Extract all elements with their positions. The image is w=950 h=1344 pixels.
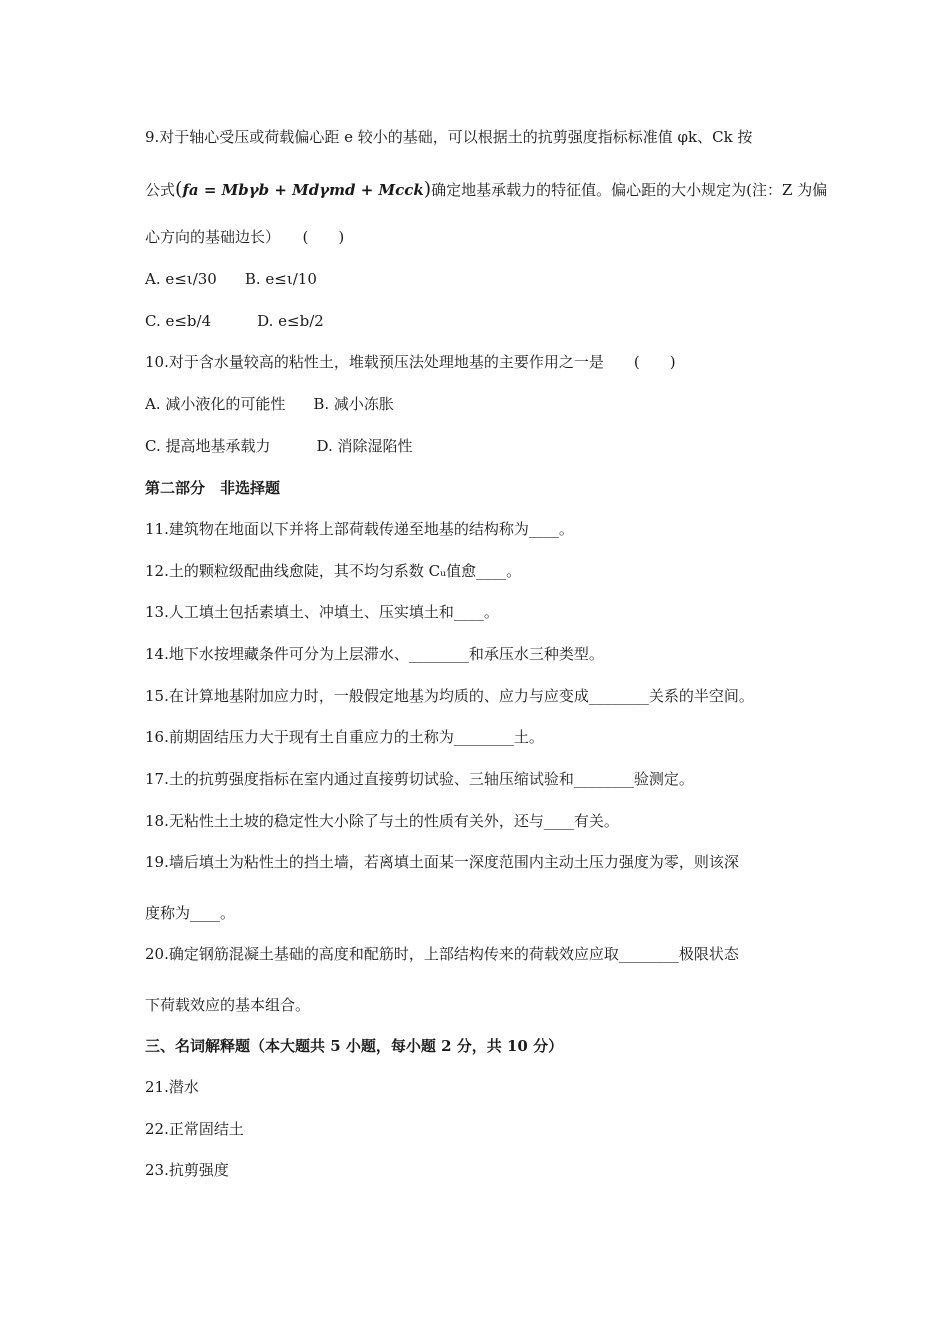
q9-option-d: D. e≤b/2: [257, 312, 324, 330]
q9-line-1: 9.对于轴心受压或荷载偏心距 e 较小的基础，可以根据土的抗剪强度指标标准值 φk、Ck 按: [145, 128, 753, 146]
term-23: 23.抗剪强度: [145, 1161, 229, 1179]
question-16: 16.前期固结压力大于现有土自重应力的土称为________土。: [145, 728, 544, 746]
term-21: 21.潜水: [145, 1078, 199, 1096]
q9-line-2-suffix: 确定地基承载力的特征值。偏心距的大小规定为(注：Z 为偏: [431, 181, 828, 199]
q9-option-c: C. e≤b/4: [145, 312, 212, 330]
term-22: 22.正常固结土: [145, 1120, 244, 1138]
question-11: 11.建筑物在地面以下并将上部荷载传递至地基的结构称为____。: [145, 520, 574, 538]
q10-stem: 10.对于含水量较高的粘性土，堆载预压法处理地基的主要作用之一是 ( ): [145, 353, 676, 371]
question-18: 18.无粘性土土坡的稳定性大小除了与土的性质有关外，还与____有关。: [145, 812, 619, 830]
formula-close-paren: ): [423, 178, 432, 200]
q9-line-2: [145, 178, 828, 200]
q10-option-b: B. 减小冻胀: [313, 395, 394, 413]
question-19-line-1: 19.墙后填土为粘性土的挡土墙，若离填土面某一深度范围内主动土压力强度为零，则该深: [145, 853, 739, 871]
q10-option-c: C. 提高地基承载力: [145, 437, 271, 455]
q9-line-3: 心方向的基础边长） ( ): [145, 228, 345, 246]
question-20-line-1: 20.确定钢筋混凝土基础的高度和配筋时，上部结构传来的荷载效应应取________极限状态: [145, 945, 739, 963]
q9-line-2-prefix: 公式: [145, 181, 176, 199]
q9-option-b: B. e≤ι/10: [244, 270, 317, 288]
q9-option-a: A. e≤ι/30: [145, 270, 217, 288]
q9-options-cd: [145, 311, 810, 331]
question-17: 17.土的抗剪强度指标在室内通过直接剪切试验、三轴压缩试验和________验测定。: [145, 770, 694, 788]
q10-options-cd: [145, 436, 810, 456]
q9-options-ab: [145, 269, 810, 289]
question-19-line-2: 度称为____。: [145, 904, 236, 922]
part-3-heading: 三、名词解释题（本大题共 5 小题，每小题 2 分，共 10 分）: [145, 1037, 564, 1055]
part-2-heading: 第二部分 非选择题: [145, 479, 281, 497]
formula-open-paren: (: [175, 178, 183, 200]
question-12: 12.土的颗粒级配曲线愈陡，其不均匀系数 Cᵤ值愈____。: [145, 562, 522, 580]
q10-options-ab: [145, 394, 810, 414]
question-13: 13.人工填土包括素填土、冲填土、压实填土和____。: [145, 603, 499, 621]
q10-option-d: D. 消除湿陷性: [316, 437, 413, 455]
question-15: 15.在计算地基附加应力时，一般假定地基为均质的、应力与应变成________关系的半空间。: [145, 687, 754, 705]
bearing-capacity-formula: fa = Mbγb + Mdγmd + Mcck: [182, 181, 424, 199]
question-14: 14.地下水按埋藏条件可分为上层滞水、________和承压水三种类型。: [145, 645, 604, 663]
question-20-line-2: 下荷载效应的基本组合。: [145, 996, 311, 1014]
q10-option-a: A. 减小液化的可能性: [145, 395, 286, 413]
